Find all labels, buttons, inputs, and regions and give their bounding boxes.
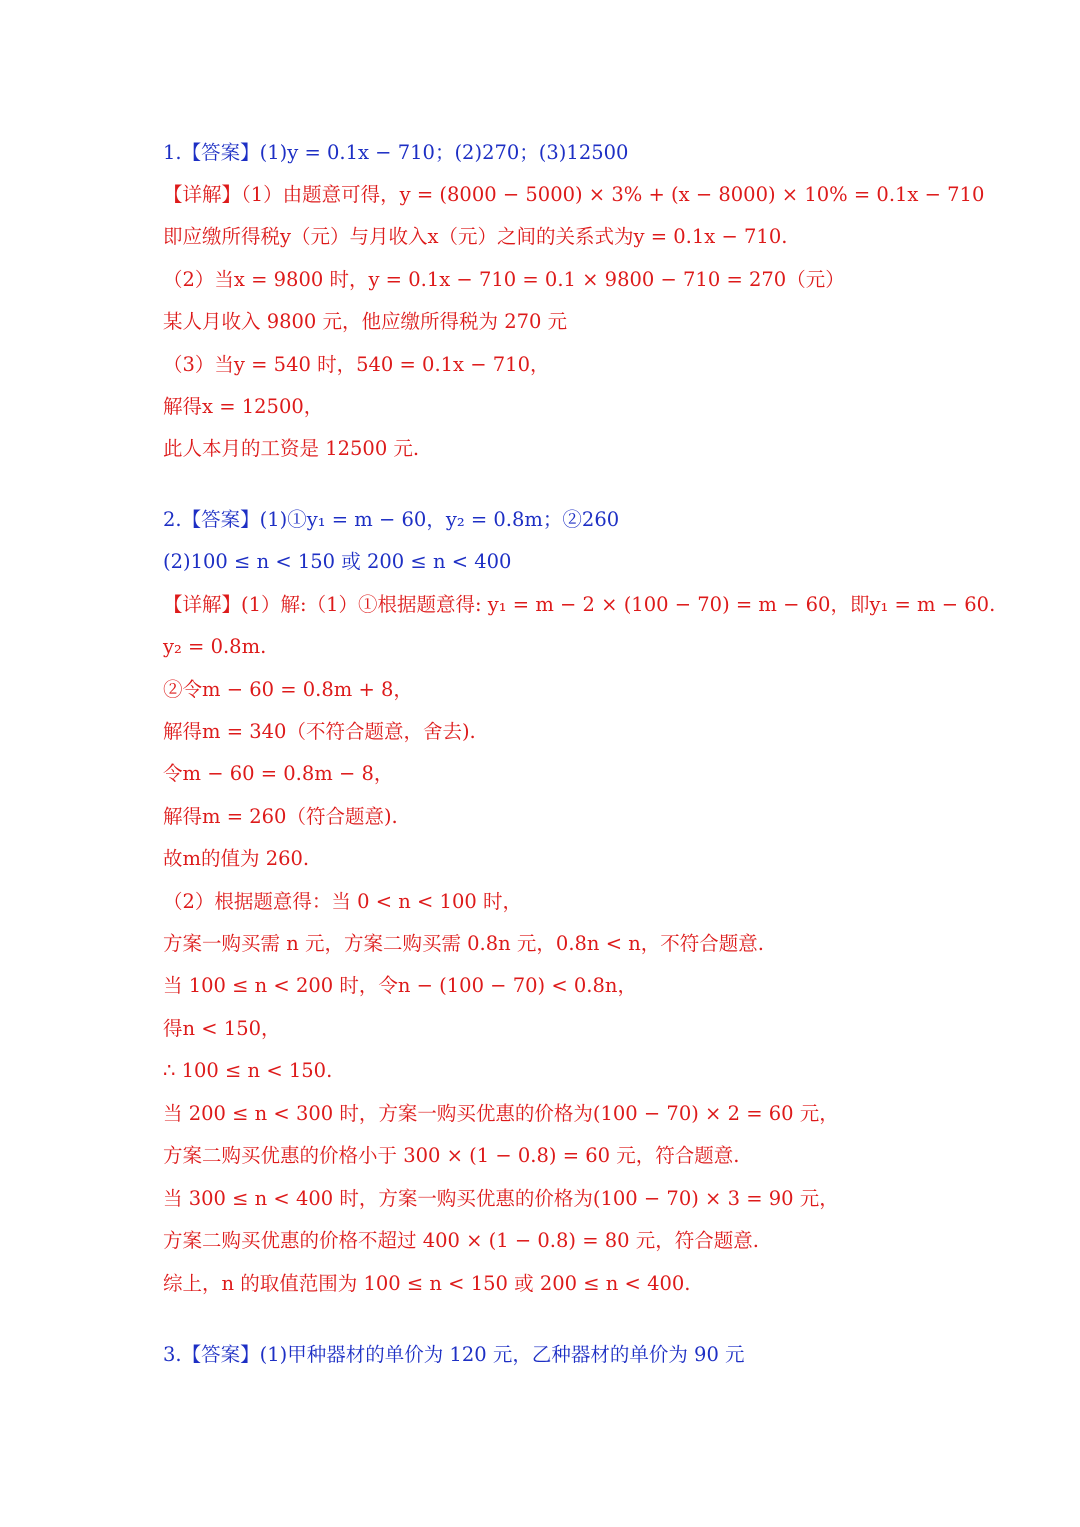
problem-2-detail-line: y₂ = 0.8m. <box>163 635 267 658</box>
problem-2-detail-line: ∴ 100 ≤ n < 150. <box>163 1059 333 1082</box>
problem-2-detail-line: 故m的值为 260. <box>163 847 310 870</box>
problem-2-detail-line: 当 300 ≤ n < 400 时，方案一购买优惠的价格为(100 − 70) × 3 = 90 元， <box>163 1187 839 1210</box>
problem-2-detail-line: 方案一购买需 n 元，方案二购买需 0.8n 元，0.8n < n，不符合题意. <box>163 932 764 955</box>
problem-2-detail-line: 解得m = 260（符合题意). <box>163 805 398 828</box>
problem-2-detail-line: 【详解】(1）解:（1）①根据题意得: y₁ = m − 2 × (100 − 70) = m − 60，即y₁ = m − 60. <box>163 593 996 616</box>
problem-2-detail-line: 方案二购买优惠的价格不超过 400 × (1 − 0.8) = 80 元，符合题意. <box>163 1229 759 1252</box>
problem-2-detail-line: 解得m = 340（不符合题意，舍去). <box>163 720 476 743</box>
problem-1-detail-line: 此人本月的工资是 12500 元. <box>163 437 420 460</box>
problem-1-detail-line: 即应缴所得税y（元）与月收入x（元）之间的关系式为y = 0.1x − 710. <box>163 225 788 248</box>
problem-1-detail-line: （3）当y = 540 时，540 = 0.1x − 710， <box>163 353 550 376</box>
problem-2-detail-line: ②令m − 60 = 0.8m + 8， <box>163 678 413 701</box>
problem-1-detail-line: 某人月收入 9800 元，他应缴所得税为 270 元 <box>163 310 568 333</box>
problem-2-answer: 2.【答案】(1)①y₁ = m − 60，y₂ = 0.8m；②260 <box>163 508 620 531</box>
problem-1-detail-line: （2）当x = 9800 时，y = 0.1x − 710 = 0.1 × 9800 − 710 = 270（元） <box>163 268 845 291</box>
problem-1-detail-line: 【详解】（1）由题意可得，y = (8000 − 5000) × 3% + (x − 8000) × 10% = 0.1x − 710 <box>163 183 985 206</box>
problem-2-detail-line: 综上，n 的取值范围为 100 ≤ n < 150 或 200 ≤ n < 400. <box>163 1272 691 1295</box>
problem-2-answer-part2: (2)100 ≤ n < 150 或 200 ≤ n < 400 <box>163 550 512 573</box>
problem-2-detail-line: 当 100 ≤ n < 200 时，令n − (100 − 70) < 0.8n， <box>163 974 637 997</box>
problem-2-detail-line: 得n < 150， <box>163 1017 281 1040</box>
problem-1-detail-line: 解得x = 12500， <box>163 395 324 418</box>
problem-2-detail-line: 方案二购买优惠的价格小于 300 × (1 − 0.8) = 60 元，符合题意. <box>163 1144 740 1167</box>
problem-2-detail-line: 当 200 ≤ n < 300 时，方案一购买优惠的价格为(100 − 70) × 2 = 60 元， <box>163 1102 839 1125</box>
problem-1-answer: 1.【答案】(1)y = 0.1x − 710；(2)270；(3)12500 <box>163 141 629 164</box>
problem-3-answer: 3.【答案】(1)甲种器材的单价为 120 元，乙种器材的单价为 90 元 <box>163 1343 745 1366</box>
problem-2-detail-line: 令m − 60 = 0.8m − 8， <box>163 762 394 785</box>
problem-2-detail-line: （2）根据题意得：当 0 < n < 100 时， <box>163 890 522 913</box>
